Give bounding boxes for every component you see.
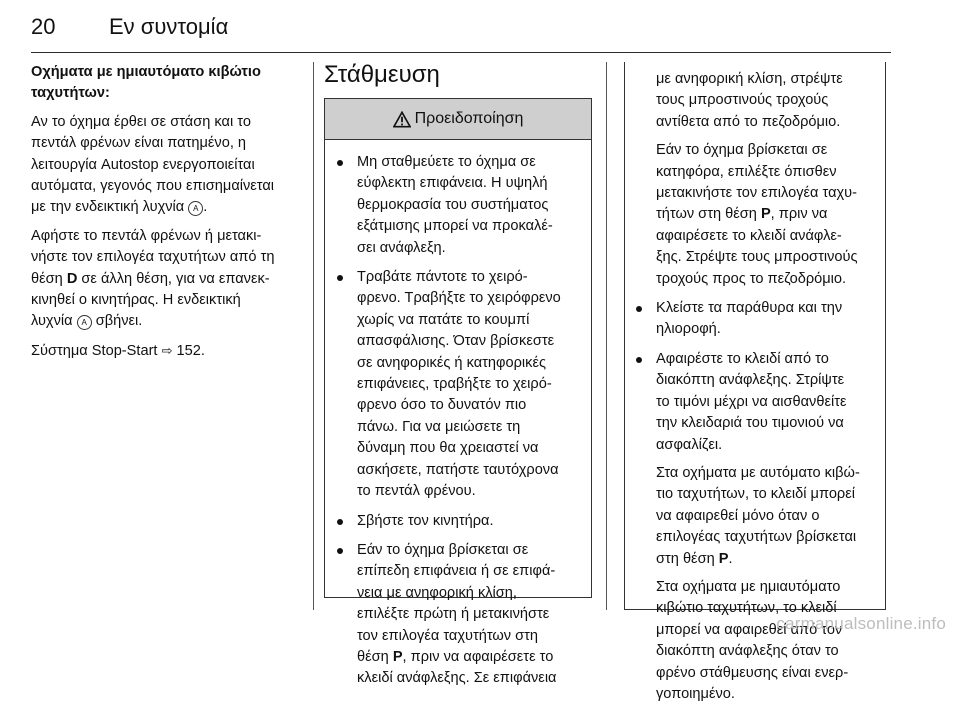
page-reference-link[interactable]: 152. bbox=[176, 342, 205, 359]
section-title: Στάθμευση bbox=[324, 61, 440, 88]
watermark: carmanualsonline.info bbox=[776, 614, 946, 633]
list-item: Εάν το όχημα βρίσκεται σε επίπεδη επιφάνεια ή σε επιφά- νεια με ανηφορική κλίση, επιλέξτε πρώτη ή μετακινήστε τον επιλογέα ταχυτήτων στη θέση P, πριν να αφαιρέσετε το κλειδί ανάφλεξης. Σε επιφάνεια bbox=[333, 540, 583, 690]
bullet-icon bbox=[337, 160, 343, 166]
bullet-icon bbox=[337, 548, 343, 554]
bullet-icon bbox=[636, 306, 642, 312]
page-number: 20 bbox=[31, 14, 56, 39]
list-item: Κλείστε τα παράθυρα και την ηλιοροφή. bbox=[632, 298, 878, 341]
stop-start-reference: Σύστημα Stop-Start ⇨ 152. bbox=[31, 342, 205, 359]
warning-list bbox=[325, 140, 591, 690]
list-item bbox=[632, 69, 878, 290]
warning-triangle-icon bbox=[393, 111, 411, 128]
autostop-indicator-icon: A bbox=[188, 201, 203, 216]
middle-column bbox=[324, 60, 592, 95]
gear-d-label: D bbox=[66, 270, 78, 287]
warning-list-continuation bbox=[624, 69, 886, 705]
list-item: Μη σταθμεύετε το όχημα σε εύφλεκτη επιφάνεια. Η υψηλή θερμοκρασία του συστήματος εξάτμισης μπορεί να προκαλέ- σει ανάφλεξη. bbox=[333, 152, 583, 259]
semi-automatic-gearbox-paragraph: Στα οχήματα με ημιαυτόματο κιβώτιο ταχυτήτων, το κλειδί μπορεί να αφαιρεθεί από τον διακόπτη ανάφλεξης όταν το φρένο στάθμευσης είναι ενερ- γοποιημένο. bbox=[656, 578, 849, 702]
autostop-paragraph: Αν το όχημα έρθει σε στάση και το πεντάλ φρένων είναι πατημένο, η λειτουργία Autostop ενεργοποιείται αυτόματα, γεγονός που επισημαίνεται με την ενδεικτική λυχνία A . bbox=[31, 113, 275, 216]
left-column bbox=[31, 62, 301, 369]
page-reference-arrow-icon: ⇨ bbox=[161, 342, 173, 358]
bullet-icon bbox=[636, 357, 642, 363]
restart-paragraph: Αφήστε το πεντάλ φρένων ή μετακι- νήστε τον επιλογέα ταχυτήτων από τη θέση D σε άλλη θέση, για να επανεκ- κινηθεί ο κινητήρας. Η ενδεικτική λυχνία A σβήνει. bbox=[31, 227, 275, 330]
page-header bbox=[31, 14, 891, 53]
column-divider bbox=[606, 62, 607, 610]
downhill-paragraph: Εάν το όχημα βρίσκεται σε κατηφόρα, επιλέξτε όπισθεν μετακινήστε τον επιλογέα ταχυ- τήτων στη θέση P, πριν να αφαιρέσετε το κλειδί ανάφλε- ξης. Στρέψτε τους μπροστινούς τροχούς προς το πεζοδρόμιο. bbox=[656, 142, 858, 287]
warning-header bbox=[325, 99, 591, 140]
list-item bbox=[632, 349, 878, 706]
column-divider bbox=[313, 62, 314, 610]
warning-box bbox=[324, 98, 592, 687]
gear-p-label: P bbox=[718, 550, 729, 567]
list-item: Σβήστε τον κινητήρα. bbox=[333, 511, 583, 532]
autostop-indicator-icon: A bbox=[77, 315, 92, 330]
page-header-title: Εν συντομία bbox=[109, 14, 229, 39]
subsection-title: Οχήματα με ημιαυτόματο κιβώτιο ταχυτήτων: bbox=[31, 64, 261, 102]
list-item: Τραβάτε πάντοτε το χειρό- φρενο. Τραβήξτε το χειρόφρενο χωρίς να πατάτε το κουμπί απασφάλισης. Όταν βρίσκεστε σε ανηφορικές ή κατηφορικές επιφάνειες, τραβήξτε το χειρό- φρενο όσο το δυνατόν πιο πάνω. Για να μειώσετε τη δύναμη που θα χρειαστεί να ασκήσετε, πατήστε ταυτόχρονα το πεντάλ φρένου. bbox=[333, 267, 583, 502]
gear-p-label: P bbox=[760, 206, 771, 223]
gear-p-label: P bbox=[392, 648, 403, 665]
warning-title: Προειδοποίηση bbox=[414, 110, 524, 127]
bullet-icon bbox=[337, 519, 343, 525]
remove-key-paragraph: Αφαιρέστε το κλειδί από το διακόπτη ανάφλεξης. Στρίψτε το τιμόνι μέχρι να αισθανθείτε την κλειδαριά του τιμονιού να ασφαλίζει. bbox=[656, 350, 847, 453]
uphill-paragraph: με ανηφορική κλίση, στρέψτε τους μπροστινούς τροχούς αντίθετα από το πεζοδρόμιο. bbox=[656, 71, 843, 130]
bullet-icon bbox=[337, 275, 343, 281]
automatic-gearbox-paragraph: Στα οχήματα με αυτόματο κιβώ- τιο ταχυτήτων, το κλειδί μπορεί να αφαιρεθεί μόνο όταν ο επιλογέας ταχυτήτων βρίσκεται στη θέση P. bbox=[656, 464, 860, 567]
